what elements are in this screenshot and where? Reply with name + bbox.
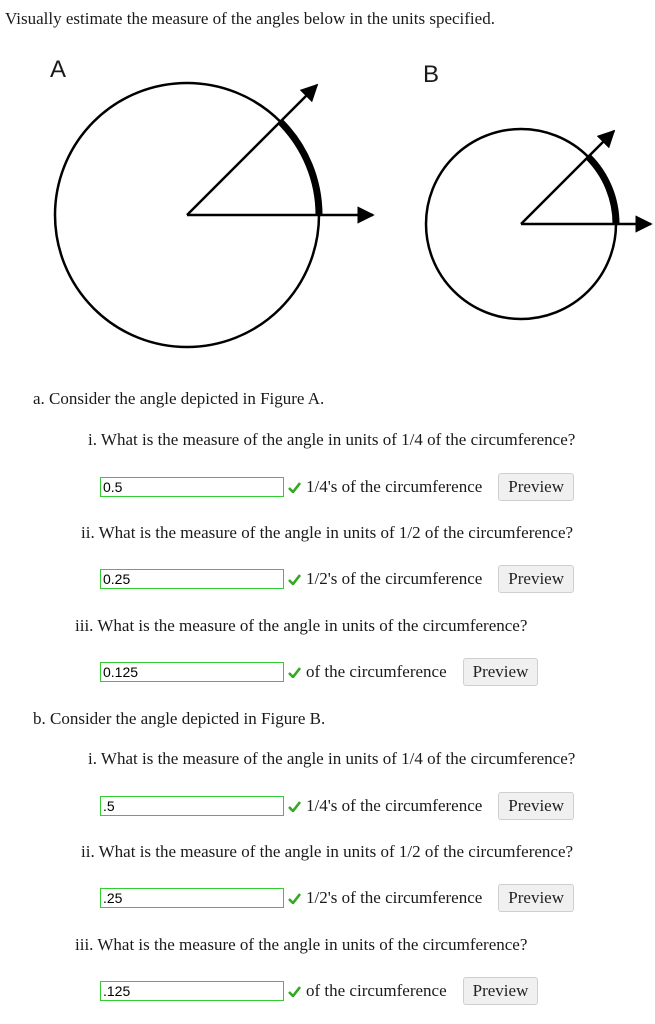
angle-figures [0, 0, 655, 370]
part-b-question-2: ii. What is the measure of the angle in units of 1/2 of the circumference? [81, 842, 574, 861]
part-b-answer-3-unit: of the circumference [306, 981, 447, 1000]
part-b-answer-1-input[interactable] [100, 796, 284, 816]
part-a-question-2: ii. What is the measure of the angle in units of 1/2 of the circumference? [81, 523, 574, 542]
check-icon [288, 893, 301, 904]
part-b-question-1: i. What is the measure of the angle in units of 1/4 of the circumference? [88, 749, 576, 768]
part-a-answer-2-unit: 1/2's of the circumference [306, 569, 483, 588]
part-a-answer-3-input[interactable] [100, 662, 284, 682]
figure-b-arc [588, 157, 616, 224]
part-b-answer-1-preview-button[interactable]: Preview [498, 792, 574, 820]
part-b-answer-1-unit: 1/4's of the circumference [306, 796, 483, 815]
check-icon [288, 482, 301, 493]
part-b-answer-2-unit: 1/2's of the circumference [306, 888, 483, 907]
part-b-title: b. Consider the angle depicted in Figure B. [33, 709, 326, 728]
figure-b [426, 129, 651, 319]
part-a-title: a. Consider the angle depicted in Figure A. [33, 389, 325, 408]
figure-a-arc [280, 122, 319, 215]
part-a-answer-1-input[interactable] [100, 477, 284, 497]
figure-b-label: B [423, 61, 440, 88]
part-a-answer-1-preview-button[interactable]: Preview [498, 473, 574, 501]
part-b-answer-2-input[interactable] [100, 888, 284, 908]
part-b-answer-1-row [100, 793, 574, 819]
part-a-answer-2-row [100, 566, 574, 592]
part-a-question-3: iii. What is the measure of the angle in units of the circumference? [75, 616, 528, 635]
part-a-answer-2-preview-button[interactable]: Preview [498, 565, 574, 593]
instructions: Visually estimate the measure of the angles below in the units specified. [5, 9, 495, 28]
part-b-answer-2-row [100, 885, 574, 911]
check-icon [288, 667, 301, 678]
check-icon [288, 986, 301, 997]
part-a-answer-3-row [100, 659, 538, 685]
part-a-answer-3-preview-button[interactable]: Preview [463, 658, 539, 686]
check-icon [288, 801, 301, 812]
figure-a-label: A [50, 56, 67, 83]
part-a-question-1: i. What is the measure of the angle in units of 1/4 of the circumference? [88, 430, 576, 449]
part-a-answer-1-unit: 1/4's of the circumference [306, 477, 483, 496]
check-icon [288, 574, 301, 585]
part-b-question-3: iii. What is the measure of the angle in units of the circumference? [75, 935, 528, 954]
part-a-answer-1-row [100, 474, 574, 500]
part-a-answer-2-input[interactable] [100, 569, 284, 589]
part-b-answer-3-input[interactable] [100, 981, 284, 1001]
part-b-answer-2-preview-button[interactable]: Preview [498, 884, 574, 912]
figure-a-diagonal-ray [187, 85, 317, 215]
part-b-answer-3-row [100, 978, 538, 1004]
figure-a [55, 83, 373, 347]
part-a-answer-3-unit: of the circumference [306, 662, 447, 681]
part-b-answer-3-preview-button[interactable]: Preview [463, 977, 539, 1005]
